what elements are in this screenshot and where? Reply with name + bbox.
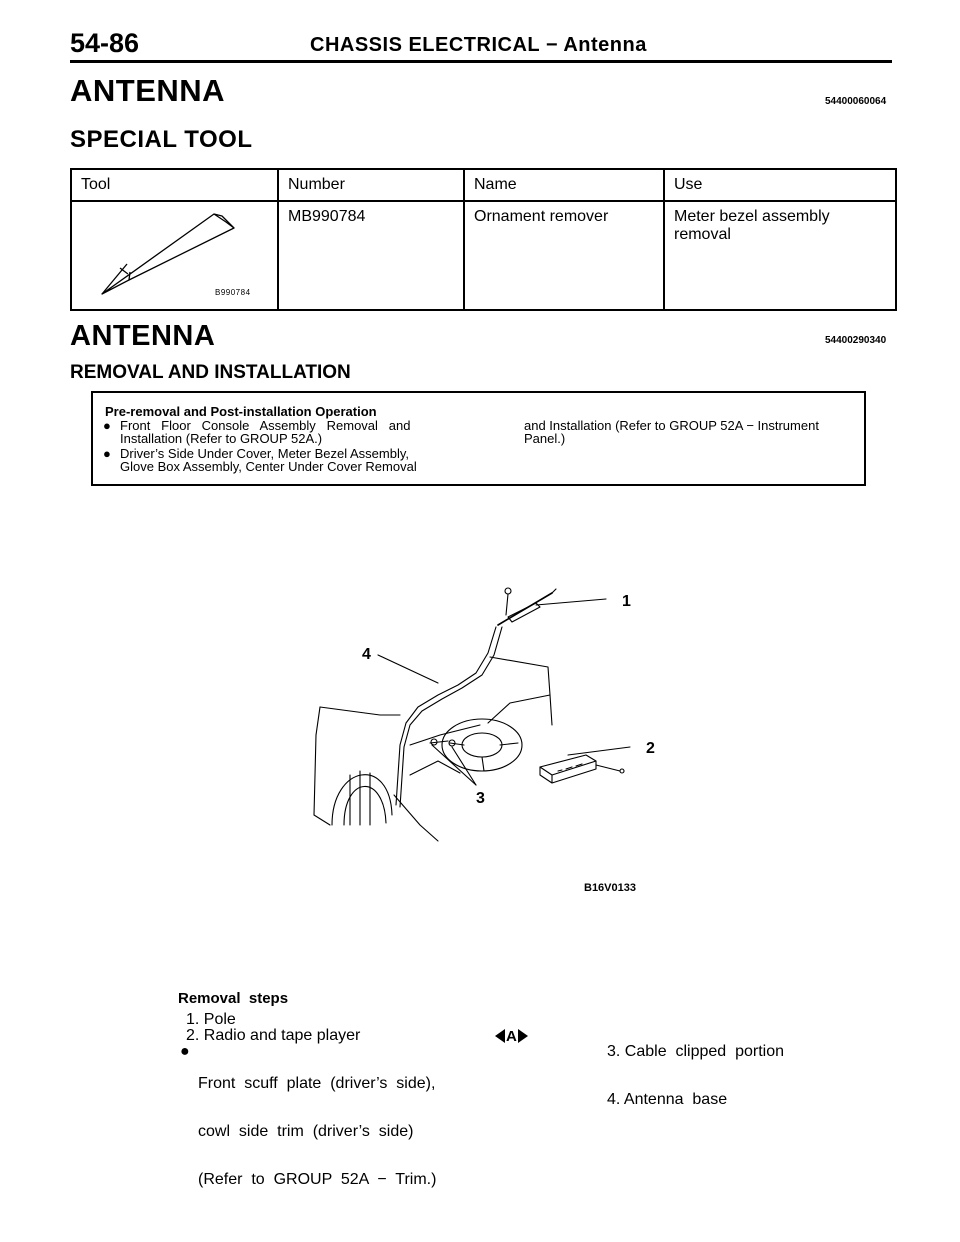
section-code-2: 54400290340 [825, 335, 887, 346]
marker-left-arrow-icon [495, 1029, 505, 1043]
tool-image-cell [71, 201, 278, 310]
callout-1: 1 [622, 593, 631, 610]
steps-right-column [607, 1012, 784, 1124]
pre-continuation-line1: and Installation (Refer to GROUP 52A − Instrument [524, 418, 819, 433]
removal-steps-title: Removal steps [178, 990, 289, 1007]
removal-installation-heading: REMOVAL AND INSTALLATION [70, 362, 351, 383]
step-2: 2. Radio and tape player [186, 1027, 361, 1044]
steps-left-column [186, 1012, 360, 1044]
page-number: 54-86 [70, 28, 140, 58]
step-1: 1. Pole [186, 1011, 236, 1028]
table-header-row [71, 169, 896, 201]
callout-4: 4 [362, 646, 371, 663]
pre-continuation-line2: Panel.) [524, 431, 566, 446]
pre-removal-title: Pre-removal and Post-installation Operation [105, 404, 377, 419]
callout-2: 2 [646, 740, 655, 757]
step-3: 3. Cable clipped portion [607, 1043, 784, 1060]
special-tool-table [70, 168, 897, 311]
bullet-icon: ● [103, 446, 111, 461]
bullet-icon: ● [103, 418, 111, 433]
running-title: CHASSIS ELECTRICAL − Antenna [310, 34, 647, 56]
pre-item-2-line1: Driver’s Side Under Cover, Meter Bezel Assembly, [120, 446, 409, 461]
table-row [71, 201, 896, 310]
col-header-tool: Tool [71, 169, 278, 201]
col-header-number: Number [278, 169, 464, 201]
step-bullet-line1: Front scuff plate (driver’s side), [198, 1075, 436, 1092]
callout-3: 3 [476, 790, 485, 807]
step-4: 4. Antenna base [607, 1091, 728, 1108]
step-bullet-line3: (Refer to GROUP 52A − Trim.) [198, 1171, 437, 1188]
section-code: 54400060064 [825, 96, 887, 107]
pre-item-2 [120, 447, 465, 473]
pre-item-1-line1: Front Floor Console Assembly Removal and [120, 418, 411, 433]
tool-use: Meter bezel assembly removal [664, 201, 896, 310]
col-header-use: Use [664, 169, 896, 201]
header-rule [70, 60, 892, 63]
antenna-location-figure [300, 575, 660, 895]
tool-name: Ornament remover [464, 201, 664, 310]
pre-item-1-line2: Installation (Refer to GROUP 52A.) [120, 431, 323, 446]
col-header-name: Name [464, 169, 664, 201]
pre-continuation [524, 419, 859, 445]
section-title-antenna: ANTENNA [70, 73, 226, 108]
procedure-marker-a [495, 1028, 528, 1044]
marker-right-arrow-icon [518, 1029, 528, 1043]
marker-letter: A [506, 1027, 517, 1045]
figure-id: B16V0133 [584, 882, 636, 894]
pre-removal-box [91, 391, 866, 486]
section-title-antenna-2: ANTENNA [70, 320, 216, 352]
special-tool-heading: SPECIAL TOOL [70, 126, 253, 153]
pre-item-2-line2: Glove Box Assembly, Center Under Cover Removal [120, 459, 417, 474]
tool-image-label: B990784 [215, 288, 251, 297]
step-bullet-item [198, 1044, 436, 1204]
tool-number: MB990784 [278, 201, 464, 310]
step-bullet-line2: cowl side trim (driver’s side) [198, 1123, 414, 1140]
pre-item-1 [120, 419, 460, 445]
bullet-icon: ● [180, 1043, 190, 1060]
